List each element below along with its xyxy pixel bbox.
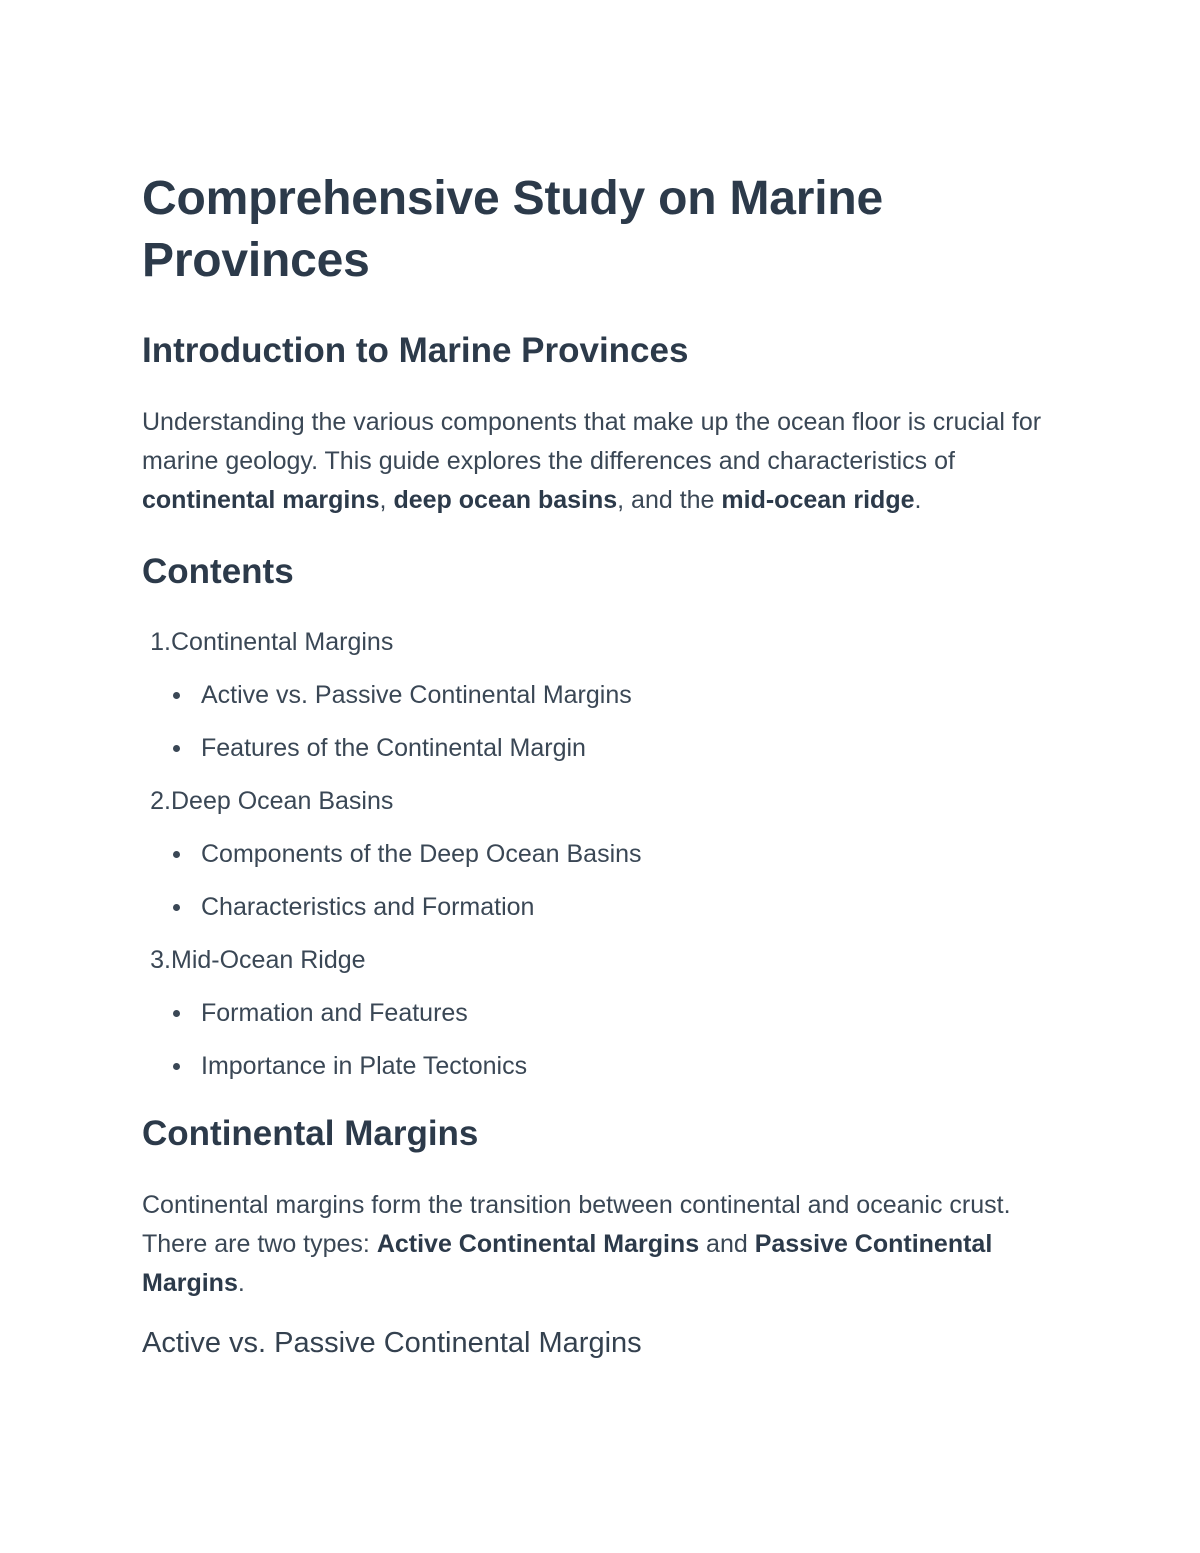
toc-number: 1. — [150, 628, 171, 656]
introduction-text-part-3: , and the — [617, 486, 722, 514]
toc-subitem-label: Features of the Continental Margin — [201, 733, 586, 762]
toc-subitem-active-vs-passive — [142, 676, 1060, 714]
introduction-heading: Introduction to Marine Provinces — [142, 331, 689, 370]
toc-subitem-label: Components of the Deep Ocean Basins — [201, 839, 642, 868]
bullet-icon — [173, 1010, 180, 1017]
toc-item-deep-ocean-basins — [142, 782, 1060, 926]
passive-continental-margins-emphasis: Passive Continental Margins — [142, 1230, 993, 1297]
active-continental-margins-emphasis: Active Continental Margins — [376, 1230, 700, 1258]
toc-subitem-formation-features — [142, 994, 1060, 1032]
toc-number: 2. — [150, 787, 171, 815]
document-title: Comprehensive Study on Marine Provinces — [142, 172, 884, 287]
toc-subitem-plate-tectonics — [142, 1047, 1060, 1085]
toc-subitem-label: Formation and Features — [201, 998, 468, 1027]
introduction-text-part-2: , — [379, 486, 394, 514]
toc-label: Mid-Ocean Ridge — [171, 946, 366, 974]
table-of-contents — [142, 623, 1060, 1085]
toc-entry-mid-ocean-ridge — [142, 941, 1060, 979]
toc-subitem-features-continental-margin — [142, 729, 1060, 767]
continental-margins-text-part-3: . — [237, 1269, 245, 1297]
deep-ocean-basins-emphasis: deep ocean basins — [393, 486, 618, 514]
toc-label: Deep Ocean Basins — [171, 787, 394, 815]
toc-subitem-label: Active vs. Passive Continental Margins — [201, 680, 632, 709]
toc-subitem-label: Importance in Plate Tectonics — [201, 1051, 528, 1080]
toc-subitem-label: Characteristics and Formation — [201, 892, 535, 921]
toc-sublist-mid-ocean-ridge — [142, 994, 1060, 1085]
bullet-icon — [173, 1063, 180, 1070]
toc-item-mid-ocean-ridge — [142, 941, 1060, 1085]
toc-subitem-characteristics-formation — [142, 888, 1060, 926]
contents-heading: Contents — [142, 552, 294, 591]
toc-subitem-components-deep-ocean-basins — [142, 835, 1060, 873]
continental-margins-heading: Continental Margins — [142, 1114, 479, 1153]
bullet-icon — [173, 904, 180, 911]
continental-margins-text-part-1: Continental margins form the transition between continental and oceanic crust. There are two types: — [142, 1191, 1011, 1258]
toc-label: Continental Margins — [171, 628, 394, 656]
introduction-text-part-4: . — [914, 486, 922, 514]
bullet-icon — [173, 745, 180, 752]
bullet-icon — [173, 692, 180, 699]
mid-ocean-ridge-emphasis: mid-ocean ridge — [721, 486, 915, 514]
toc-entry-deep-ocean-basins — [142, 782, 1060, 820]
toc-number: 3. — [150, 946, 171, 974]
introduction-text-part-1: Understanding the various components that make up the ocean floor is crucial for marine geology. This guide explores the differences and characteristics of — [142, 408, 1042, 475]
toc-entry-continental-margins — [142, 623, 1060, 661]
toc-sublist-deep-ocean-basins — [142, 835, 1060, 926]
toc-item-continental-margins — [142, 623, 1060, 767]
active-vs-passive-heading: Active vs. Passive Continental Margins — [142, 1327, 642, 1359]
bullet-icon — [173, 851, 180, 858]
continental-margins-emphasis: continental margins — [142, 486, 380, 514]
toc-sublist-continental-margins — [142, 676, 1060, 767]
continental-margins-text-part-2: and — [699, 1230, 755, 1258]
continental-margins-paragraph — [142, 1186, 1060, 1303]
introduction-paragraph — [142, 403, 1060, 520]
